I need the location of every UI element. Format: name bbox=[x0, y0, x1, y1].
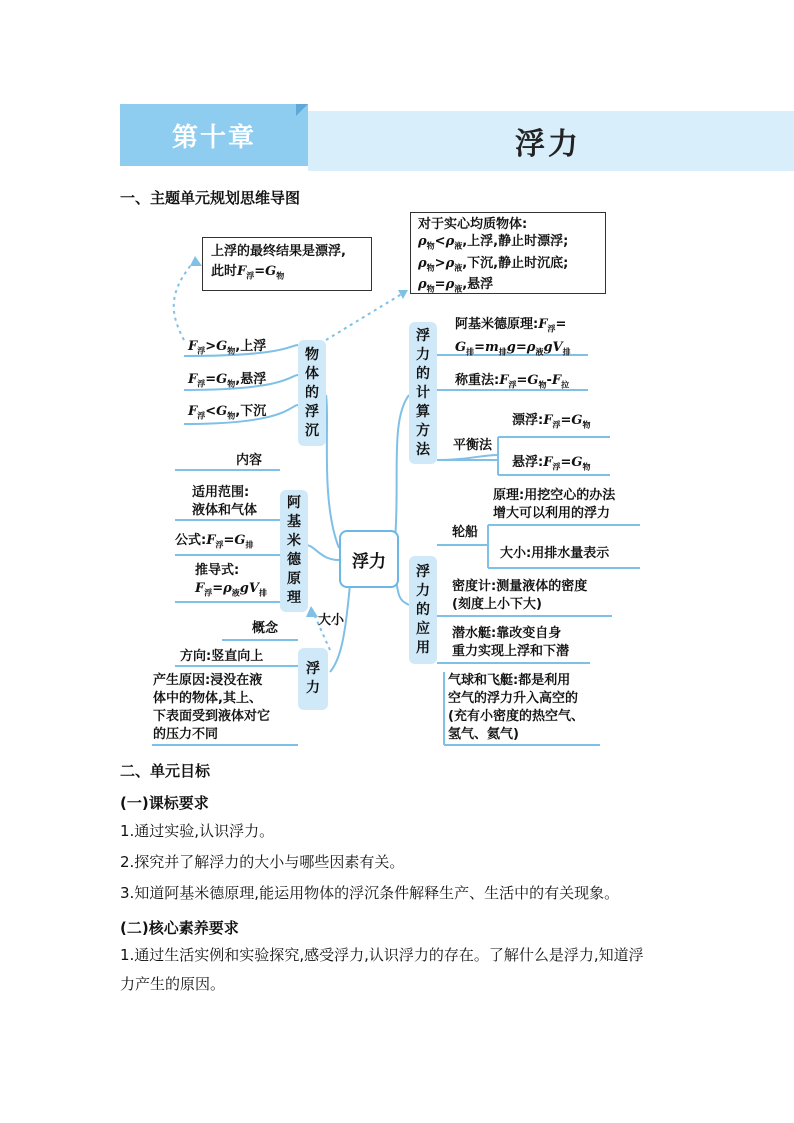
sub: 浮 bbox=[246, 271, 255, 281]
var-m: m bbox=[485, 339, 499, 355]
sub: 液 bbox=[454, 241, 463, 251]
rho: ρ bbox=[445, 277, 455, 293]
char: 米 bbox=[287, 533, 301, 549]
label: 悬浮: bbox=[512, 455, 544, 470]
connector-arch bbox=[306, 545, 339, 560]
sub: 物 bbox=[227, 346, 236, 356]
arch-derive: 推导式: $F_浮=\rho_液gV_排$ bbox=[195, 563, 267, 598]
rho: ρ bbox=[445, 234, 455, 249]
dashed-arrow-up bbox=[174, 260, 195, 340]
char: 的 bbox=[305, 384, 319, 401]
branch-archimedes bbox=[280, 490, 308, 612]
sub: 物 bbox=[426, 241, 435, 251]
core-goal-line1: 1.通过生活实例和实验探究,感受浮力,认识浮力的存在。了解什么是浮力,知道浮 bbox=[120, 946, 644, 964]
char: 应 bbox=[416, 620, 430, 637]
sub: 物 bbox=[276, 271, 285, 281]
section1-heading: 一、主题单元规划思维导图 bbox=[120, 189, 301, 207]
line: (充有小密度的热空气、 bbox=[448, 709, 584, 724]
center-node bbox=[339, 530, 399, 588]
line: 空气的浮力升入高空的 bbox=[448, 691, 579, 706]
char: 沉 bbox=[305, 422, 319, 439]
result: ,上浮,静止时漂浮; bbox=[462, 234, 569, 249]
sink-item-down: $F_浮<G_物$,下沉 bbox=[188, 404, 267, 421]
char: 基 bbox=[287, 514, 301, 530]
app-ship-principle bbox=[493, 487, 615, 523]
app-ship: 轮船 bbox=[452, 525, 479, 540]
op: = bbox=[474, 339, 486, 355]
char: 浮 bbox=[416, 563, 430, 580]
sub: 拉 bbox=[561, 380, 570, 390]
sub: 排 bbox=[245, 540, 254, 550]
char: 理 bbox=[287, 590, 301, 606]
line: 气球和飞艇:都是利用 bbox=[448, 673, 571, 688]
op: = bbox=[515, 339, 527, 355]
sub: 排 bbox=[258, 588, 267, 598]
floating-result-line2 bbox=[211, 262, 363, 287]
rho: ρ bbox=[418, 234, 427, 249]
app-balloon bbox=[448, 672, 584, 744]
op: = bbox=[434, 277, 446, 293]
solid-object-box bbox=[410, 212, 606, 294]
sub: 物 bbox=[227, 411, 236, 421]
calc-archimedes-label: 阿基米德原理: bbox=[455, 317, 539, 332]
chapter-number: 第十章 bbox=[171, 122, 256, 153]
result: ,上浮 bbox=[235, 339, 267, 354]
char: 计 bbox=[416, 384, 430, 401]
sub: 排 bbox=[562, 347, 571, 357]
op: = bbox=[223, 533, 235, 548]
condition-rise bbox=[418, 233, 598, 255]
sub: 浮 bbox=[197, 346, 206, 356]
line: 重力实现上浮和下潜 bbox=[452, 644, 570, 659]
sub: 液 bbox=[454, 263, 463, 273]
result: ,悬浮 bbox=[462, 277, 494, 293]
sub: 浮 bbox=[197, 411, 206, 421]
branch-sink-float bbox=[298, 340, 326, 446]
var-V: V bbox=[552, 339, 563, 355]
cause-line: 体中的物体,其上、 bbox=[153, 691, 262, 706]
result: ,下沉,静止时沉底; bbox=[462, 255, 569, 271]
connector-sink bbox=[326, 395, 339, 548]
buoy-concept: 概念 bbox=[252, 621, 279, 636]
app-ship-size: 大小:用排水量表示 bbox=[500, 546, 610, 561]
buoy-cause bbox=[153, 672, 270, 744]
cause-line: 的压力不同 bbox=[153, 727, 219, 742]
line: 原理:用挖空心的办法 bbox=[493, 488, 616, 503]
sub: 物 bbox=[426, 284, 435, 294]
sub: 浮 bbox=[552, 420, 561, 430]
char: 法 bbox=[416, 441, 430, 458]
op: = bbox=[560, 455, 572, 470]
sub: 物 bbox=[582, 462, 591, 472]
sub: 液 bbox=[231, 588, 240, 598]
calc-balance: 平衡法 bbox=[453, 438, 493, 453]
sub: 浮 bbox=[547, 324, 556, 334]
line: (刻度上小下大) bbox=[452, 597, 542, 612]
label: 推导式: bbox=[195, 563, 240, 578]
chapter-title: 浮力 bbox=[515, 127, 581, 162]
sub: 排 bbox=[498, 347, 507, 357]
char: 原 bbox=[287, 571, 301, 587]
cause-line: 下表面受到液体对它 bbox=[153, 709, 271, 724]
op: = bbox=[205, 372, 217, 387]
var-V: V bbox=[248, 581, 259, 596]
label: 公式: bbox=[175, 533, 207, 548]
arch-scope bbox=[192, 484, 257, 520]
goal-1: 1.通过实验,认识浮力。 bbox=[120, 822, 275, 840]
eq: = bbox=[254, 264, 266, 279]
sub: 物 bbox=[582, 420, 591, 430]
sub: 物 bbox=[538, 380, 547, 390]
app-submarine bbox=[452, 625, 569, 661]
arch-content: 内容 bbox=[236, 453, 263, 468]
core-goal-line2: 力产生的原因。 bbox=[120, 975, 226, 993]
char: 力 bbox=[416, 346, 430, 363]
connector-calc bbox=[395, 395, 409, 540]
line: 氢气、氦气) bbox=[448, 727, 519, 742]
calc-suspending: 悬浮$:F_浮=G_物$ bbox=[512, 455, 591, 472]
condition-sink bbox=[418, 255, 598, 277]
op: = bbox=[212, 581, 224, 596]
result: ,下沉 bbox=[235, 404, 267, 419]
arch-scope-2: 液体和气体 bbox=[192, 503, 258, 518]
char: 德 bbox=[287, 552, 301, 568]
arch-formula: 公式$:F_浮=G_排$ bbox=[175, 533, 254, 550]
var-F: F bbox=[237, 264, 247, 279]
section2-sub1: (一)课标要求 bbox=[120, 794, 209, 812]
sub: 浮 bbox=[552, 462, 561, 472]
calc-floating: 漂浮$:F_浮=G_物$ bbox=[512, 413, 591, 430]
op: - bbox=[546, 373, 552, 388]
char: 浮 bbox=[306, 661, 320, 677]
goal-2: 2.探究并了解浮力的大小与哪些因素有关。 bbox=[120, 853, 405, 871]
sub: 物 bbox=[426, 263, 435, 273]
result: ,悬浮 bbox=[235, 372, 267, 387]
line: 密度计:测量液体的密度 bbox=[452, 579, 588, 594]
rho: ρ bbox=[445, 255, 455, 271]
floating-result-box bbox=[202, 237, 372, 291]
sub: 液 bbox=[535, 347, 544, 357]
line: 增大可以利用的浮力 bbox=[493, 506, 611, 521]
condition-suspend bbox=[418, 276, 598, 298]
op: > bbox=[434, 255, 446, 271]
char: 力 bbox=[416, 582, 430, 599]
op: < bbox=[205, 404, 217, 419]
section2-heading: 二、单元目标 bbox=[120, 762, 211, 780]
sub: 液 bbox=[454, 284, 463, 294]
char: 物 bbox=[305, 346, 319, 363]
char: 阿 bbox=[287, 495, 301, 511]
app-densimeter bbox=[452, 578, 587, 614]
rho: ρ bbox=[526, 339, 536, 355]
sink-item-suspend: $F_浮=G_物$,悬浮 bbox=[188, 372, 267, 389]
solid-object-title: 对于实心均质物体: bbox=[418, 217, 528, 232]
op: = bbox=[516, 373, 528, 388]
char: 体 bbox=[305, 365, 319, 382]
line: 潜水艇:靠改变自身 bbox=[452, 626, 562, 641]
calc-weigh: 称重法$:F_浮=G_物-F_拉$ bbox=[455, 373, 570, 390]
calc-weigh-label: 称重法: bbox=[455, 373, 500, 388]
op: = bbox=[560, 413, 572, 428]
label: 漂浮: bbox=[512, 413, 544, 428]
buoy-size-label: 大小 bbox=[318, 613, 345, 628]
rho: ρ bbox=[223, 581, 232, 596]
section2-sub2: (二)核心素养要求 bbox=[120, 919, 239, 937]
char: 浮 bbox=[416, 327, 430, 344]
var-g: g bbox=[543, 339, 553, 355]
branch-buoyancy bbox=[298, 648, 328, 710]
sub: 物 bbox=[227, 379, 236, 389]
branch-applications bbox=[409, 556, 437, 664]
cause-line: 产生原因:浸没在液 bbox=[153, 673, 263, 688]
rho: ρ bbox=[418, 255, 427, 271]
sub: 浮 bbox=[204, 588, 213, 598]
sub: 浮 bbox=[197, 379, 206, 389]
char: 的 bbox=[416, 365, 430, 382]
char: 浮 bbox=[305, 403, 319, 420]
sub: 浮 bbox=[508, 380, 517, 390]
prefix: 此时 bbox=[211, 264, 238, 279]
op: > bbox=[205, 339, 217, 354]
var-g: g bbox=[506, 339, 516, 355]
char: 的 bbox=[416, 601, 430, 618]
var-g: g bbox=[239, 581, 249, 596]
rho: ρ bbox=[418, 277, 427, 293]
char: 算 bbox=[416, 403, 430, 420]
goal-3: 3.知道阿基米德原理,能运用物体的浮沉条件解释生产、生活中的有关现象。 bbox=[120, 884, 620, 902]
sink-item-up: $F_浮>G_物$,上浮 bbox=[188, 339, 267, 356]
char: 力 bbox=[306, 680, 320, 696]
floating-result-line1: 上浮的最终结果是漂浮, bbox=[211, 244, 346, 259]
buoy-direction: 方向:竖直向上 bbox=[180, 649, 264, 664]
op: = bbox=[555, 317, 567, 332]
sub: 浮 bbox=[215, 540, 224, 550]
arch-scope-1: 适用范围: bbox=[192, 485, 250, 500]
var-G: G bbox=[265, 264, 277, 279]
dashed-arrow-right bbox=[326, 292, 405, 340]
calc-archimedes: 阿基米德原理$:F_浮=$ $G_排=m_排g=\rho_液gV_排$ bbox=[455, 317, 571, 357]
op: < bbox=[434, 234, 446, 249]
branch-calc-methods bbox=[409, 322, 437, 464]
sub: 排 bbox=[466, 347, 475, 357]
char: 用 bbox=[416, 639, 430, 656]
char: 方 bbox=[416, 422, 430, 439]
center-label: 浮力 bbox=[352, 551, 386, 572]
